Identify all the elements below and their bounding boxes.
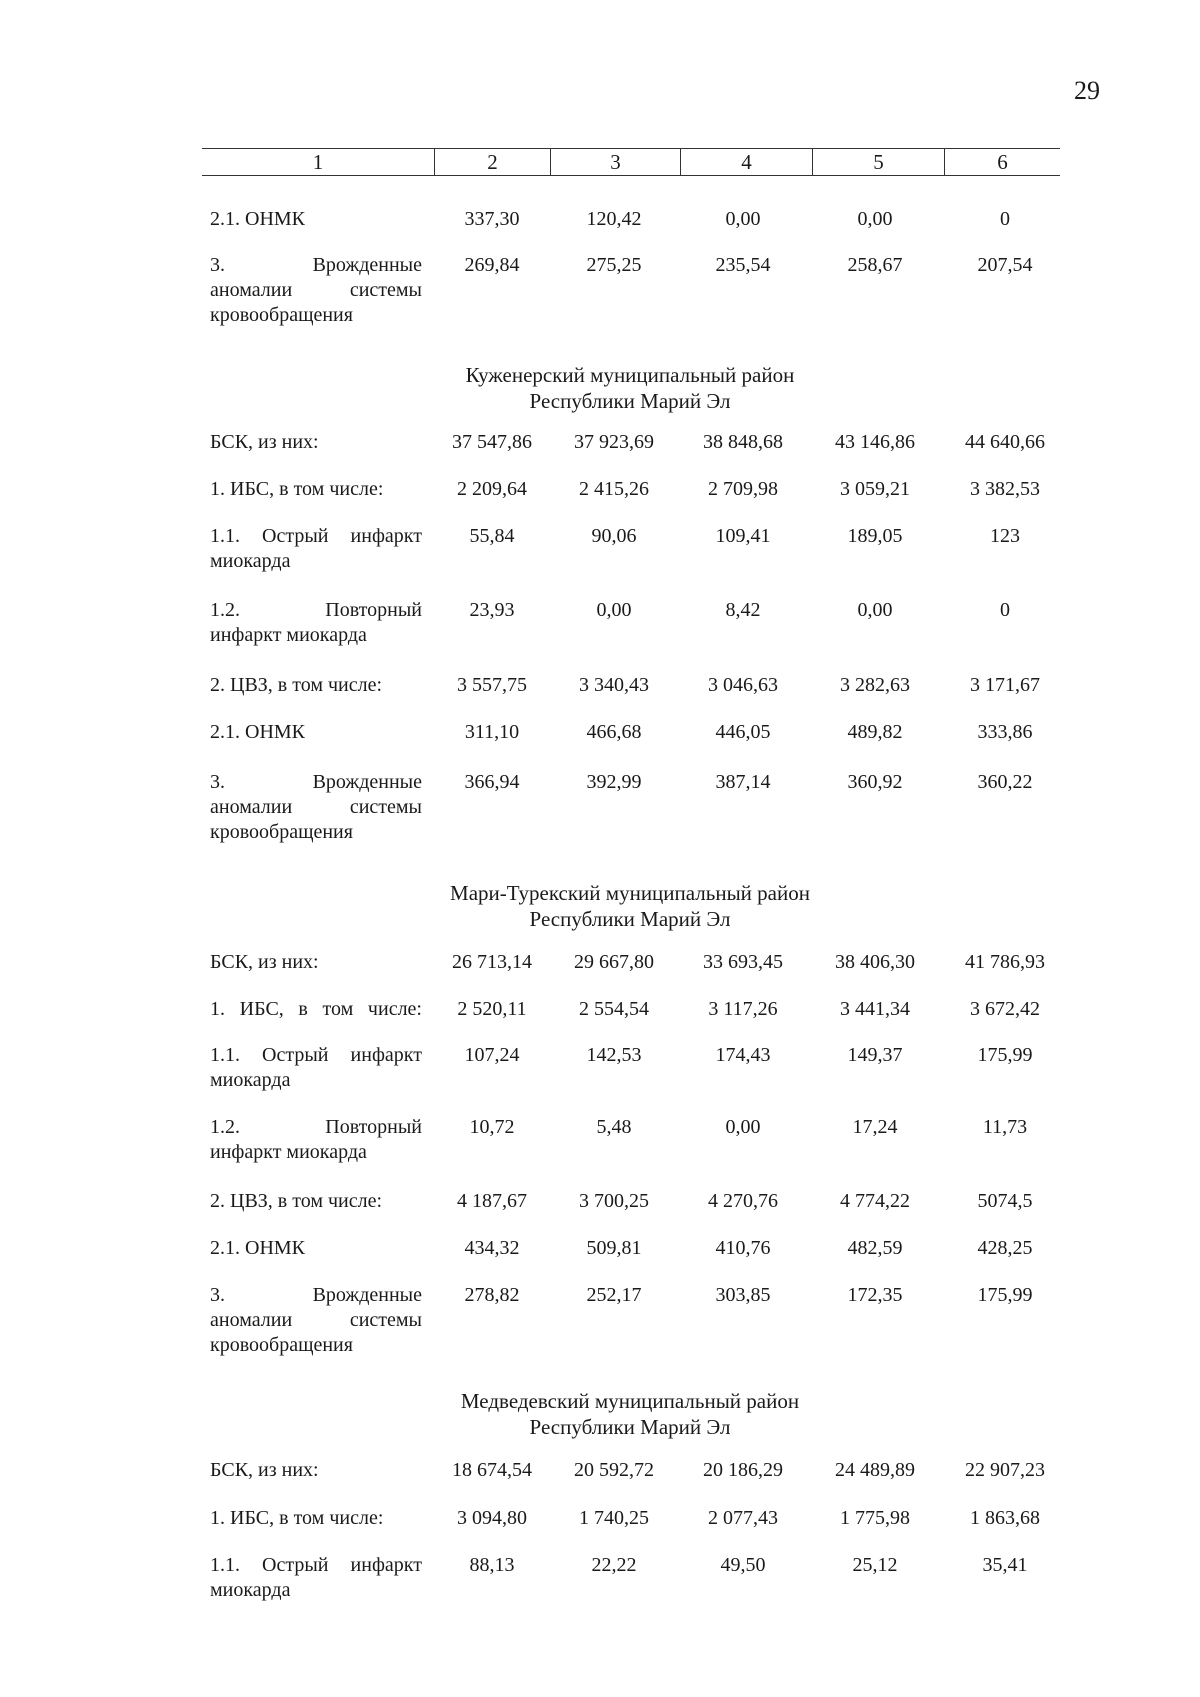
section-title: [400, 1388, 860, 1440]
section-title-line: Медведевский муниципальный район: [460, 1389, 800, 1413]
row-label: [210, 1506, 422, 1531]
cell-col-4: 3 117,26: [708, 998, 778, 1020]
cell-col-5: 360,92: [847, 771, 903, 793]
cell-col-4: 387,14: [715, 771, 771, 793]
section-title-line: Республики Марий Эл: [529, 1415, 731, 1439]
row-label: [210, 524, 422, 574]
cell-col-4: 49,50: [720, 1554, 766, 1576]
cell-col-4: 20 186,29: [703, 1459, 783, 1481]
cell-col-4: 235,54: [715, 254, 771, 276]
row-label-line: 3. Врожденные: [210, 1284, 422, 1306]
row-label: [210, 1043, 422, 1093]
row-label-line: 2.1. ОНМК: [210, 721, 306, 743]
cell-col-2: 434,32: [464, 1237, 520, 1259]
cell-col-5: 149,37: [847, 1044, 903, 1066]
cell-col-6: 11,73: [982, 1116, 1028, 1138]
row-label-line: 1.2. Повторный: [210, 1116, 422, 1138]
row-label: [210, 430, 422, 455]
cell-col-3: 252,17: [586, 1284, 642, 1306]
section-title-line: Республики Марий Эл: [529, 389, 731, 413]
row-label: [210, 997, 422, 1022]
cell-col-2: 366,94: [464, 771, 520, 793]
cell-col-3: 90,06: [591, 525, 637, 547]
cell-col-3: 29 667,80: [574, 951, 654, 973]
cell-col-6: 35,41: [982, 1554, 1028, 1576]
header-cell-3: 3: [550, 149, 680, 175]
cell-col-5: 189,05: [847, 525, 903, 547]
row-label-line: 1. ИБС, в том числе:: [210, 478, 384, 500]
cell-col-2: 337,30: [464, 208, 520, 230]
row-label-line: 2.1. ОНМК: [210, 208, 306, 230]
cell-col-6: 1 863,68: [970, 1507, 1040, 1529]
row-label: [210, 1236, 422, 1261]
cell-col-2: 55,84: [469, 525, 515, 547]
row-label-line: инфаркт миокарда: [210, 624, 367, 646]
row-label-line: 2.1. ОНМК: [210, 1237, 306, 1259]
row-label-line: инфаркт миокарда: [210, 1141, 367, 1163]
cell-col-4: 410,76: [715, 1237, 771, 1259]
header-cell-4: 4: [680, 149, 812, 175]
row-label-line: аномалии системы: [210, 279, 422, 301]
cell-col-3: 5,48: [596, 1116, 632, 1138]
cell-col-3: 466,68: [586, 721, 642, 743]
cell-col-5: 3 441,34: [840, 998, 910, 1020]
header-cell-5: 5: [812, 149, 944, 175]
cell-col-6: 0: [1000, 208, 1010, 230]
cell-col-3: 2 415,26: [579, 478, 649, 500]
cell-col-2: 2 209,64: [457, 478, 527, 500]
cell-col-3: 0,00: [596, 599, 632, 621]
cell-col-5: 25,12: [852, 1554, 898, 1576]
row-label-line: кровообращения: [210, 304, 353, 326]
cell-col-3: 37 923,69: [574, 431, 654, 453]
row-label: [210, 1283, 422, 1358]
row-label: [210, 673, 422, 698]
row-label: [210, 1458, 422, 1483]
cell-col-2: 26 713,14: [452, 951, 532, 973]
cell-col-4: 174,43: [715, 1044, 771, 1066]
cell-col-3: 2 554,54: [579, 998, 649, 1020]
cell-col-3: 3 340,43: [579, 674, 649, 696]
cell-col-4: 0,00: [725, 208, 761, 230]
row-label-line: 3. Врожденные: [210, 771, 422, 793]
cell-col-4: 303,85: [715, 1284, 771, 1306]
cell-col-5: 43 146,86: [835, 431, 915, 453]
cell-col-4: 446,05: [715, 721, 771, 743]
row-label: [210, 207, 422, 232]
row-label-line: 1.1. Острый инфаркт: [210, 1044, 422, 1066]
section-title-line: Республики Марий Эл: [529, 907, 731, 931]
cell-col-6: 333,86: [977, 721, 1033, 743]
row-label-line: 2. ЦВЗ, в том числе:: [210, 674, 383, 696]
cell-col-5: 24 489,89: [835, 1459, 915, 1481]
row-label-line: БСК, из них:: [210, 431, 319, 453]
cell-col-6: 44 640,66: [965, 431, 1045, 453]
cell-col-5: 172,35: [847, 1284, 903, 1306]
row-label: [210, 1115, 422, 1165]
cell-col-6: 22 907,23: [965, 1459, 1045, 1481]
cell-col-6: 41 786,93: [965, 951, 1045, 973]
cell-col-2: 3 557,75: [457, 674, 527, 696]
cell-col-4: 38 848,68: [703, 431, 783, 453]
row-label-line: миокарда: [210, 550, 291, 572]
row-label: [210, 477, 422, 502]
row-label-line: БСК, из них:: [210, 951, 319, 973]
cell-col-2: 37 547,86: [452, 431, 532, 453]
section-title: [400, 880, 860, 932]
row-label-line: кровообращения: [210, 1334, 353, 1356]
cell-col-5: 3 059,21: [840, 478, 910, 500]
row-label: [210, 1553, 422, 1603]
row-label: [210, 950, 422, 975]
section-title-line: Мари-Турекский муниципальный район: [450, 881, 810, 905]
cell-col-4: 0,00: [725, 1116, 761, 1138]
row-label: [210, 598, 422, 648]
page-number: 29: [1074, 76, 1100, 105]
cell-col-2: 10,72: [469, 1116, 515, 1138]
table-header: [202, 148, 1060, 176]
cell-col-3: 392,99: [586, 771, 642, 793]
cell-col-3: 509,81: [586, 1237, 642, 1259]
cell-col-5: 4 774,22: [840, 1190, 910, 1212]
cell-col-3: 22,22: [591, 1554, 637, 1576]
cell-col-2: 311,10: [464, 721, 520, 743]
cell-col-5: 489,82: [847, 721, 903, 743]
header-cell-1: 1: [312, 150, 324, 174]
row-label-line: миокарда: [210, 1579, 291, 1601]
row-label: [210, 253, 422, 328]
cell-col-4: 33 693,45: [703, 951, 783, 973]
cell-col-2: 23,93: [469, 599, 515, 621]
section-title-line: Куженерский муниципальный район: [465, 363, 795, 387]
cell-col-2: 4 187,67: [457, 1190, 527, 1212]
cell-col-6: 207,54: [977, 254, 1033, 276]
cell-col-4: 4 270,76: [708, 1190, 778, 1212]
cell-col-3: 275,25: [586, 254, 642, 276]
cell-col-6: 3 171,67: [970, 674, 1040, 696]
row-label: [210, 720, 422, 745]
row-label-line: аномалии системы: [210, 1309, 422, 1331]
row-label-line: 2. ЦВЗ, в том числе:: [210, 1190, 383, 1212]
header-cell-6: 6: [944, 149, 1060, 175]
row-label-line: БСК, из них:: [210, 1459, 319, 1481]
cell-col-6: 5074,5: [977, 1190, 1033, 1212]
cell-col-3: 3 700,25: [579, 1190, 649, 1212]
cell-col-6: 428,25: [977, 1237, 1033, 1259]
cell-col-4: 109,41: [715, 525, 771, 547]
row-label-line: аномалии системы: [210, 796, 422, 818]
cell-col-6: 3 382,53: [970, 478, 1040, 500]
cell-col-4: 3 046,63: [708, 674, 778, 696]
cell-col-6: 175,99: [977, 1284, 1033, 1306]
header-cell-2: 2: [434, 149, 550, 175]
cell-col-6: 0: [1000, 599, 1010, 621]
cell-col-5: 0,00: [857, 208, 893, 230]
cell-col-6: 3 672,42: [970, 998, 1040, 1020]
cell-col-2: 88,13: [469, 1554, 515, 1576]
row-label-line: 3. Врожденные: [210, 254, 422, 276]
cell-col-2: 3 094,80: [457, 1507, 527, 1529]
row-label-line: 1.2. Повторный: [210, 599, 422, 621]
cell-col-2: 18 674,54: [452, 1459, 532, 1481]
cell-col-2: 2 520,11: [457, 998, 527, 1020]
cell-col-5: 3 282,63: [840, 674, 910, 696]
row-label-line: 1. ИБС, в том числе:: [210, 1507, 384, 1529]
cell-col-5: 38 406,30: [835, 951, 915, 973]
cell-col-6: 123: [990, 525, 1020, 547]
row-label-line: 1.1. Острый инфаркт: [210, 1554, 422, 1576]
cell-col-2: 107,24: [464, 1044, 520, 1066]
cell-col-4: 8,42: [725, 599, 761, 621]
cell-col-2: 278,82: [464, 1284, 520, 1306]
section-title: [400, 362, 860, 414]
row-label-line: 1. ИБС, в том числе:: [210, 998, 422, 1020]
cell-col-6: 175,99: [977, 1044, 1033, 1066]
row-label-line: миокарда: [210, 1069, 291, 1091]
cell-col-5: 258,67: [847, 254, 903, 276]
cell-col-5: 0,00: [857, 599, 893, 621]
cell-col-2: 269,84: [464, 254, 520, 276]
row-label-line: кровообращения: [210, 821, 353, 843]
cell-col-5: 17,24: [852, 1116, 898, 1138]
cell-col-3: 120,42: [586, 208, 642, 230]
cell-col-3: 1 740,25: [579, 1507, 649, 1529]
cell-col-4: 2 077,43: [708, 1507, 778, 1529]
cell-col-5: 482,59: [847, 1237, 903, 1259]
cell-col-4: 2 709,98: [708, 478, 778, 500]
cell-col-3: 142,53: [586, 1044, 642, 1066]
cell-col-3: 20 592,72: [574, 1459, 654, 1481]
row-label: [210, 1189, 422, 1214]
cell-col-5: 1 775,98: [840, 1507, 910, 1529]
row-label-line: 1.1. Острый инфаркт: [210, 525, 422, 547]
cell-col-6: 360,22: [977, 771, 1033, 793]
row-label: [210, 770, 422, 845]
